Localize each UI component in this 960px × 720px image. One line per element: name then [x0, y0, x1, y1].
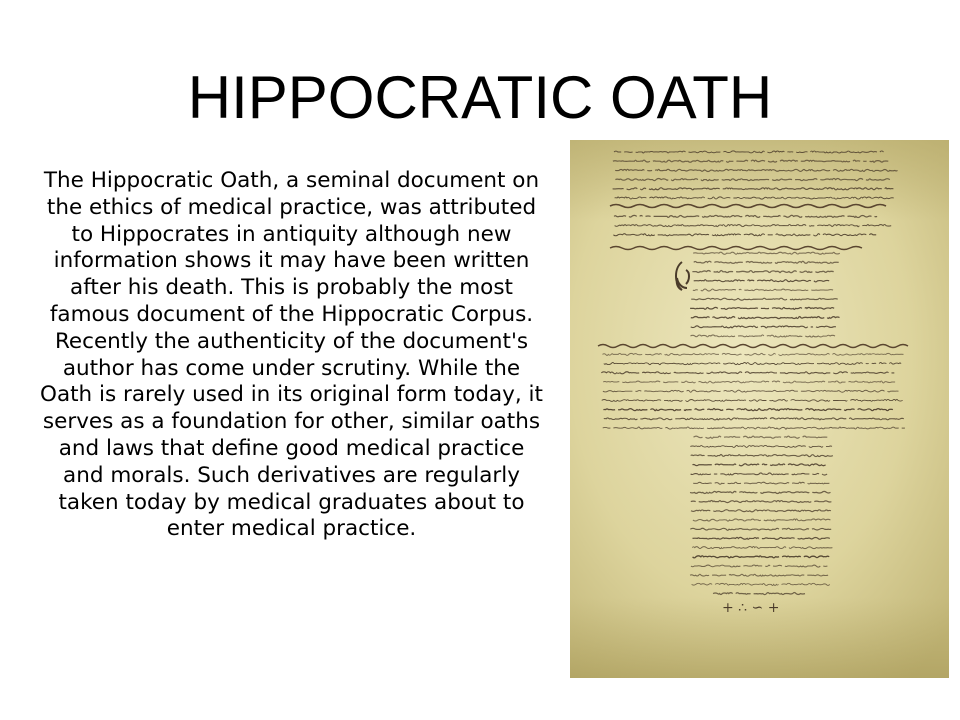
slide-body-text: The Hippocratic Oath, a seminal document on the ethics of medical practice, was attributed to Hippocrates in antiquity although new information shows it may have been written after his death. This is probably the most famous document of the Hippocratic Corpus. Recently the authenticity of the document's author has come under scrutiny. While the Oath is rarely used in its original form today, it serves as a foundation for other, similar oaths and laws that define good medical practice and morals. Such derivatives are regularly taken today by medical graduates about to enter medical practice.	[40, 168, 543, 542]
closing-symbols	[722, 600, 779, 616]
slide-title: HIPPOCRATIC OATH	[187, 64, 773, 131]
manuscript-image	[570, 140, 949, 678]
manuscript-illustration	[570, 140, 949, 678]
svg-text:+ ∴ ∽ +: + ∴ ∽ +	[722, 600, 780, 616]
